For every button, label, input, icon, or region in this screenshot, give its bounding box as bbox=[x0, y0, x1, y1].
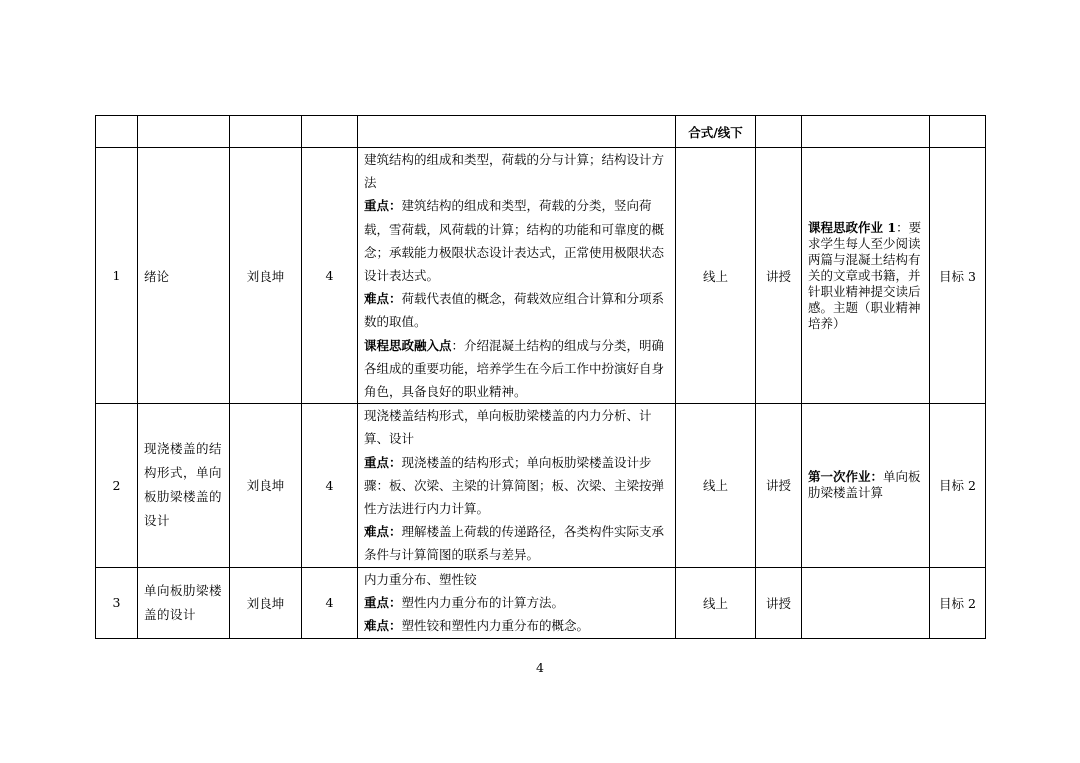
homework-label: 课程思政作业 1 bbox=[808, 219, 897, 235]
method-cell: 讲授 bbox=[756, 404, 802, 567]
page-number: 4 bbox=[536, 660, 544, 675]
topic-cell: 绪论 bbox=[138, 148, 230, 404]
mode-cell: 线上 bbox=[676, 404, 756, 567]
topic-cell: 单向板肋梁楼盖的设计 bbox=[138, 567, 230, 638]
key-points-text: 塑性内力重分布的计算方法。 bbox=[401, 595, 565, 611]
row-number: 3 bbox=[96, 567, 138, 638]
mode-cell: 线上 bbox=[676, 567, 756, 638]
table-row bbox=[96, 148, 986, 404]
homework-cell bbox=[802, 404, 930, 567]
ideology-label: 课程思政融入点 bbox=[364, 337, 452, 353]
method-cell: 讲授 bbox=[756, 148, 802, 404]
goal-cell: 目标 2 bbox=[930, 567, 986, 638]
key-points-label: 重点： bbox=[364, 595, 402, 611]
content-cell bbox=[358, 567, 676, 638]
difficulty-label: 难点： bbox=[364, 618, 402, 634]
homework-cell bbox=[802, 567, 930, 638]
topic-cell: 现浇楼盖的结构形式，单向板肋梁楼盖的设计 bbox=[138, 404, 230, 567]
row-number: 2 bbox=[96, 404, 138, 567]
teacher-cell: 刘良坤 bbox=[230, 148, 302, 404]
difficulty-text: 理解楼盖上荷载的传递路径，各类构件实际支承条件与计算简图的联系与差异。 bbox=[364, 524, 665, 563]
key-points-text: 现浇楼盖的结构形式；单向板肋梁楼盖设计步骤：板、次梁、主梁的计算简图；板、次梁、主梁按弹性方法进行内力计算。 bbox=[364, 454, 665, 517]
content-title: 现浇楼盖结构形式，单向板肋梁楼盖的内力分析、计算、设计 bbox=[364, 408, 652, 447]
goal-cell: 目标 2 bbox=[930, 404, 986, 567]
key-points-text: 建筑结构的组成和类型，荷载的分类，竖向荷载，雪荷载，风荷载的计算；结构的功能和可靠度的概念；承载能力极限状态设计表达式，正常使用极限状态设计表达式。 bbox=[364, 198, 665, 284]
homework-label: 第一次作业： bbox=[808, 469, 884, 485]
homework-text: ：要求学生每人至少阅读两篇与混凝土结构有关的文章或书籍，并针职业精神提交读后感。主题（职业精神培养） bbox=[808, 219, 922, 331]
hours-cell: 4 bbox=[302, 148, 358, 404]
content-cell bbox=[358, 148, 676, 404]
key-points-label: 重点： bbox=[364, 198, 402, 214]
homework-text: 单向板肋梁楼盖计算 bbox=[808, 469, 921, 501]
table-row bbox=[96, 404, 986, 567]
hours-cell: 4 bbox=[302, 404, 358, 567]
ideology-text: ：介绍混凝土结构的组成与分类，明确各组成的重要功能，培养学生在今后工作中扮演好自身角色，具备良好的职业精神。 bbox=[364, 337, 665, 400]
teacher-cell: 刘良坤 bbox=[230, 567, 302, 638]
difficulty-label: 难点： bbox=[364, 524, 402, 540]
hours-cell: 4 bbox=[302, 567, 358, 638]
content-title: 内力重分布、塑性铰 bbox=[364, 571, 477, 587]
mode-header-fragment: 合式/线下 bbox=[676, 116, 756, 148]
homework-cell bbox=[802, 148, 930, 404]
table-row bbox=[96, 567, 986, 638]
teacher-cell: 刘良坤 bbox=[230, 404, 302, 567]
content-cell bbox=[358, 404, 676, 567]
method-cell: 讲授 bbox=[756, 567, 802, 638]
difficulty-text: 塑性铰和塑性内力重分布的概念。 bbox=[401, 618, 590, 634]
key-points-label: 重点： bbox=[364, 454, 402, 470]
table-row bbox=[96, 116, 986, 148]
difficulty-text: 荷载代表值的概念，荷载效应组合计算和分项系数的取值。 bbox=[364, 291, 665, 330]
content-title: 建筑结构的组成和类型，荷载的分与计算；结构设计方法 bbox=[364, 152, 665, 191]
mode-cell: 线上 bbox=[676, 148, 756, 404]
course-schedule-table bbox=[95, 115, 986, 639]
row-number: 1 bbox=[96, 148, 138, 404]
difficulty-label: 难点： bbox=[364, 291, 402, 307]
goal-cell: 目标 3 bbox=[930, 148, 986, 404]
